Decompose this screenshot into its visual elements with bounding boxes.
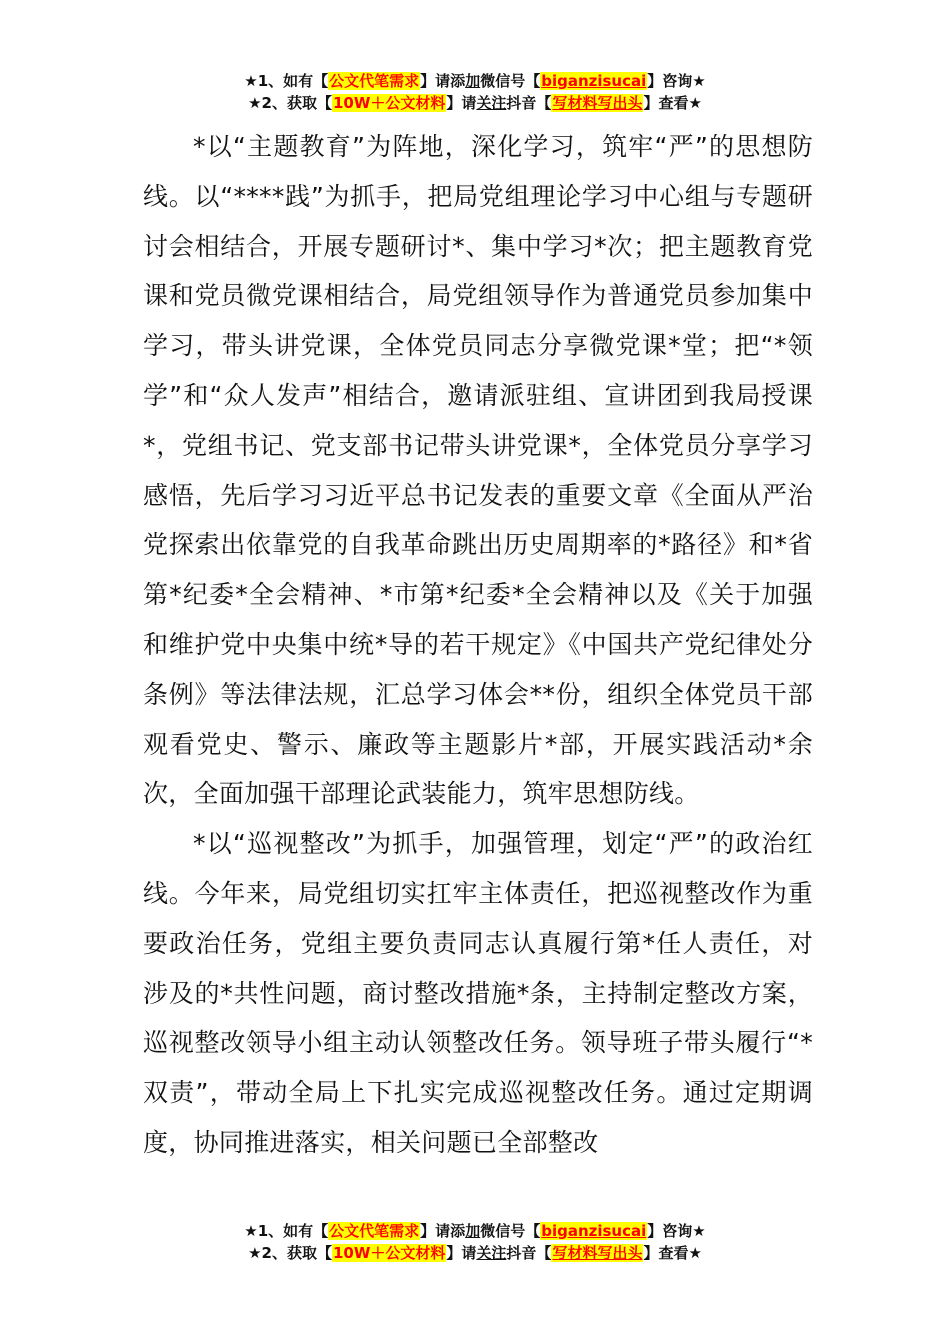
promo-line-2 xyxy=(0,1242,950,1264)
promo-text: 】请添 xyxy=(420,1222,466,1240)
promo-banner-bottom xyxy=(0,1220,950,1264)
promo-text: 】请 xyxy=(446,1244,477,1262)
promo-highlight: 公文代笔需求 xyxy=(329,72,420,90)
promo-text: 微信号【 xyxy=(480,1222,541,1240)
promo-text: ★2、获取【 xyxy=(248,1244,332,1262)
promo-text: 】查看★ xyxy=(643,94,702,112)
wechat-id-link[interactable]: biganzisucai xyxy=(541,1222,647,1240)
promo-line-1 xyxy=(0,70,950,92)
promo-banner-top xyxy=(0,70,950,114)
promo-text: ★1、如有【 xyxy=(244,1222,329,1240)
promo-text: 】请添 xyxy=(420,72,466,90)
douyin-account-link[interactable]: 写材料写出头 xyxy=(552,94,643,112)
promo-highlight: 10W＋公文材料 xyxy=(332,1244,446,1262)
promo-emphasis: 关注 xyxy=(476,94,507,112)
body-paragraph: *以“巡视整改”为抓手，加强管理，划定“严”的政治红线。今年来，局党组切实扛牢主体责任，把巡视整改作为重要政治任务，党组主要负责同志认真履行第*任人责任，对涉及的*共性问题，商讨整改措施*条，主持制定整改方案，巡视整改领导小组主动认领整改任务。领导班子带头履行“*双责”，带动全局上下扎实完成巡视整改任务。通过定期调度，协同推进落实，相关问题已全部整改 xyxy=(143,829,813,1157)
promo-line-2 xyxy=(0,92,950,114)
promo-text: 抖音【 xyxy=(506,94,552,112)
promo-text: 抖音【 xyxy=(506,1244,552,1262)
promo-text: ★1、如有【 xyxy=(244,72,329,90)
promo-text: 】请 xyxy=(446,94,477,112)
promo-text: 】查看★ xyxy=(643,1244,702,1262)
body-paragraph: *以“主题教育”为阵地，深化学习，筑牢“严”的思想防线。以“****践”为抓手，把局党组理论学习中心组与专题研讨会相结合，开展专题研讨*、集中学习*次；把主题教育党课和党员微党课相结合，局党组领导作为普通党员参加集中学习，带头讲党课，全体党员同志分享微党课*堂；把“*领学”和“众人发声”相结合，邀请派驻组、宣讲团到我局授课*，党组书记、党支部书记带头讲党课*，全体党员分享学习感悟，先后学习习近平总书记发表的重要文章《全面从严治党探索出依靠党的自我革命跳出历史周期率的*路径》和*省第*纪委*全会精神、*市第*纪委*全会精神以及《关于加强和维护党中央集中统*导的若干规定》《中国共产党纪律处分条例》等法律法规，汇总学习体会**份，组织全体党员干部观看党史、警示、廉政等主题影片*部，开展实践活动*余次，全面加强干部理论武装能力，筑牢思想防线。 xyxy=(143,132,813,809)
promo-text: ★2、获取【 xyxy=(248,94,332,112)
promo-emphasis: 加 xyxy=(465,72,481,90)
wechat-id-link[interactable]: biganzisucai xyxy=(541,72,647,90)
promo-emphasis: 关注 xyxy=(476,1244,507,1262)
document-body xyxy=(143,122,813,1168)
promo-line-1 xyxy=(0,1220,950,1242)
promo-highlight: 10W＋公文材料 xyxy=(332,94,446,112)
promo-text: 】咨询★ xyxy=(647,1222,706,1240)
promo-text: 微信号【 xyxy=(480,72,541,90)
douyin-account-link[interactable]: 写材料写出头 xyxy=(552,1244,643,1262)
promo-highlight: 公文代笔需求 xyxy=(329,1222,420,1240)
promo-text: 】咨询★ xyxy=(647,72,706,90)
promo-emphasis: 加 xyxy=(465,1222,481,1240)
